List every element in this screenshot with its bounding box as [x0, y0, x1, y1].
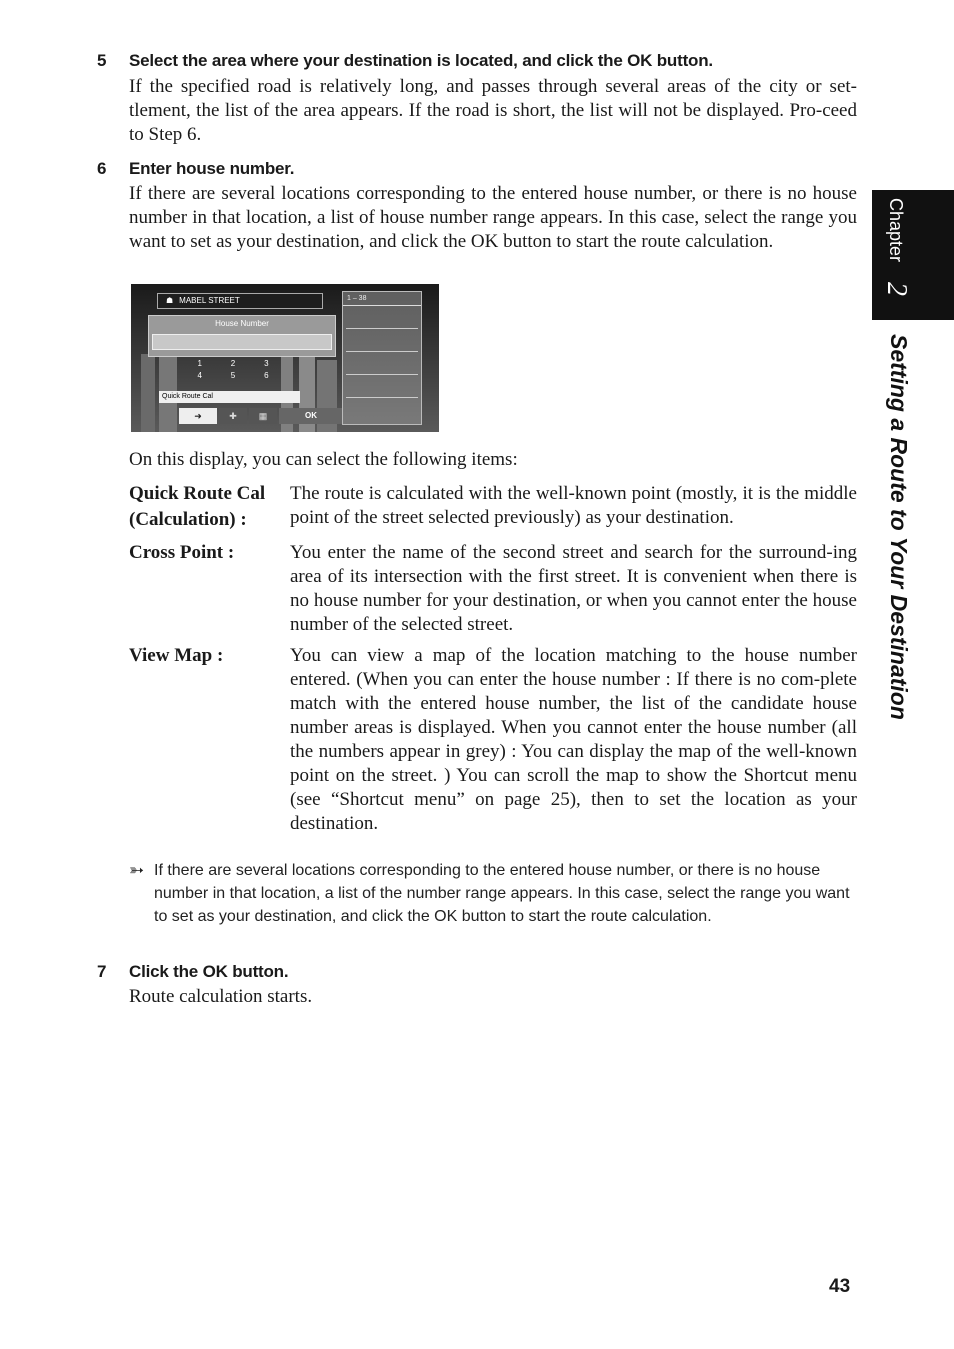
key-1[interactable]: 1: [197, 359, 202, 368]
range-list: [342, 291, 422, 425]
note-arrow-icon: ➳: [129, 860, 145, 880]
tooltip: Quick Route Cal: [159, 391, 300, 403]
step-number: 6: [97, 159, 107, 178]
quick-route-button[interactable]: [179, 408, 217, 424]
step-title: Select the area where your destination is located, and click the OK button.: [129, 51, 713, 70]
section-title: Setting a Route to Your Destination: [886, 334, 912, 720]
note-text: If there are several locations corresponding to the entered house number, or there is no house number in that location, a list of the number range appears. In this case, select the range you want to set as your destination, and click the OK button to start the route calculation.: [154, 862, 850, 925]
desc-cross-point: You enter the name of the second street and search for the surround-ing area of its intersection with the first street. It is convenient when there is no house number for your destination, or when you cannot enter the house number of the selected street.: [290, 542, 857, 635]
chapter-number: 2: [881, 282, 912, 296]
step-7-body: Route calculation starts.: [129, 986, 313, 1007]
note: [129, 859, 859, 928]
key-6[interactable]: 6: [264, 371, 269, 380]
map-icon: ▦: [258, 411, 268, 421]
key-3[interactable]: 3: [264, 359, 269, 368]
street-icon: ☗: [166, 296, 174, 305]
step-7-heading: [97, 962, 288, 982]
step-5-heading: [97, 51, 713, 71]
key-2[interactable]: 2: [230, 359, 236, 368]
cross-icon: ✚: [229, 411, 237, 421]
step-title: Click the OK button.: [129, 962, 289, 981]
street-name-bar: [157, 293, 323, 309]
chapter-tab: [872, 190, 954, 320]
key-4[interactable]: 4: [197, 371, 202, 380]
ok-button[interactable]: [279, 408, 343, 424]
key-5[interactable]: 5: [230, 371, 236, 380]
house-number-panel: [148, 315, 336, 357]
house-number-screenshot: [131, 284, 439, 432]
cross-point-button[interactable]: [219, 408, 247, 424]
step-number: 7: [97, 962, 107, 981]
term-quick-route: Quick Route Cal (Calculation) :: [129, 483, 266, 530]
view-map-button[interactable]: [249, 408, 277, 424]
desc-view-map: You can view a map of the location matching to the house number entered. (When you can enter the house number : If there is no com-plete match with the entered house number, the list of the candidate house number areas is displayed. When you cannot enter the house number (all the numbers appear in grey) : You can display the map of the well-known point on the street. ) You can scroll the map to show the Shortcut menu (see “Shortcut menu” on page 25), then to set the location as your destination.: [290, 645, 857, 834]
house-number-input[interactable]: [152, 334, 332, 350]
range-item[interactable]: 1 – 38: [343, 292, 421, 306]
panel-title: House Number: [215, 319, 269, 328]
desc-quick-route: The route is calculated with the well-known point (mostly, it is the middle point of the street selected previously) as your destination.: [290, 483, 857, 528]
step-5-body: If the specified road is relatively long, and passes through several areas of the city or set-tlement, the list of the area appears. If the road is short, the list will not be displayed. Pro-ceed to Step 6.: [129, 76, 857, 145]
street-name: MABEL STREET: [179, 296, 240, 305]
bottom-toolbar: [179, 408, 344, 424]
ok-label: OK: [305, 411, 317, 420]
step-title: Enter house number.: [129, 159, 295, 178]
term-view-map: View Map :: [129, 645, 224, 666]
route-icon: ➜: [194, 411, 202, 421]
keypad: [183, 359, 283, 380]
step-6-heading: [97, 159, 294, 179]
term-cross-point: Cross Point :: [129, 542, 235, 563]
step-number: 5: [97, 51, 107, 70]
step-6-body: If there are several locations corresponding to the entered house number, or there is no house number in that location, a list of house number range appears. In this case, select the range you want to set as your destination, and click the OK button to start the route calculation.: [129, 183, 857, 252]
intro-text: On this display, you can select the following items:: [129, 449, 518, 470]
page-number: 43: [829, 1276, 851, 1297]
chapter-label: Chapter: [886, 198, 906, 263]
